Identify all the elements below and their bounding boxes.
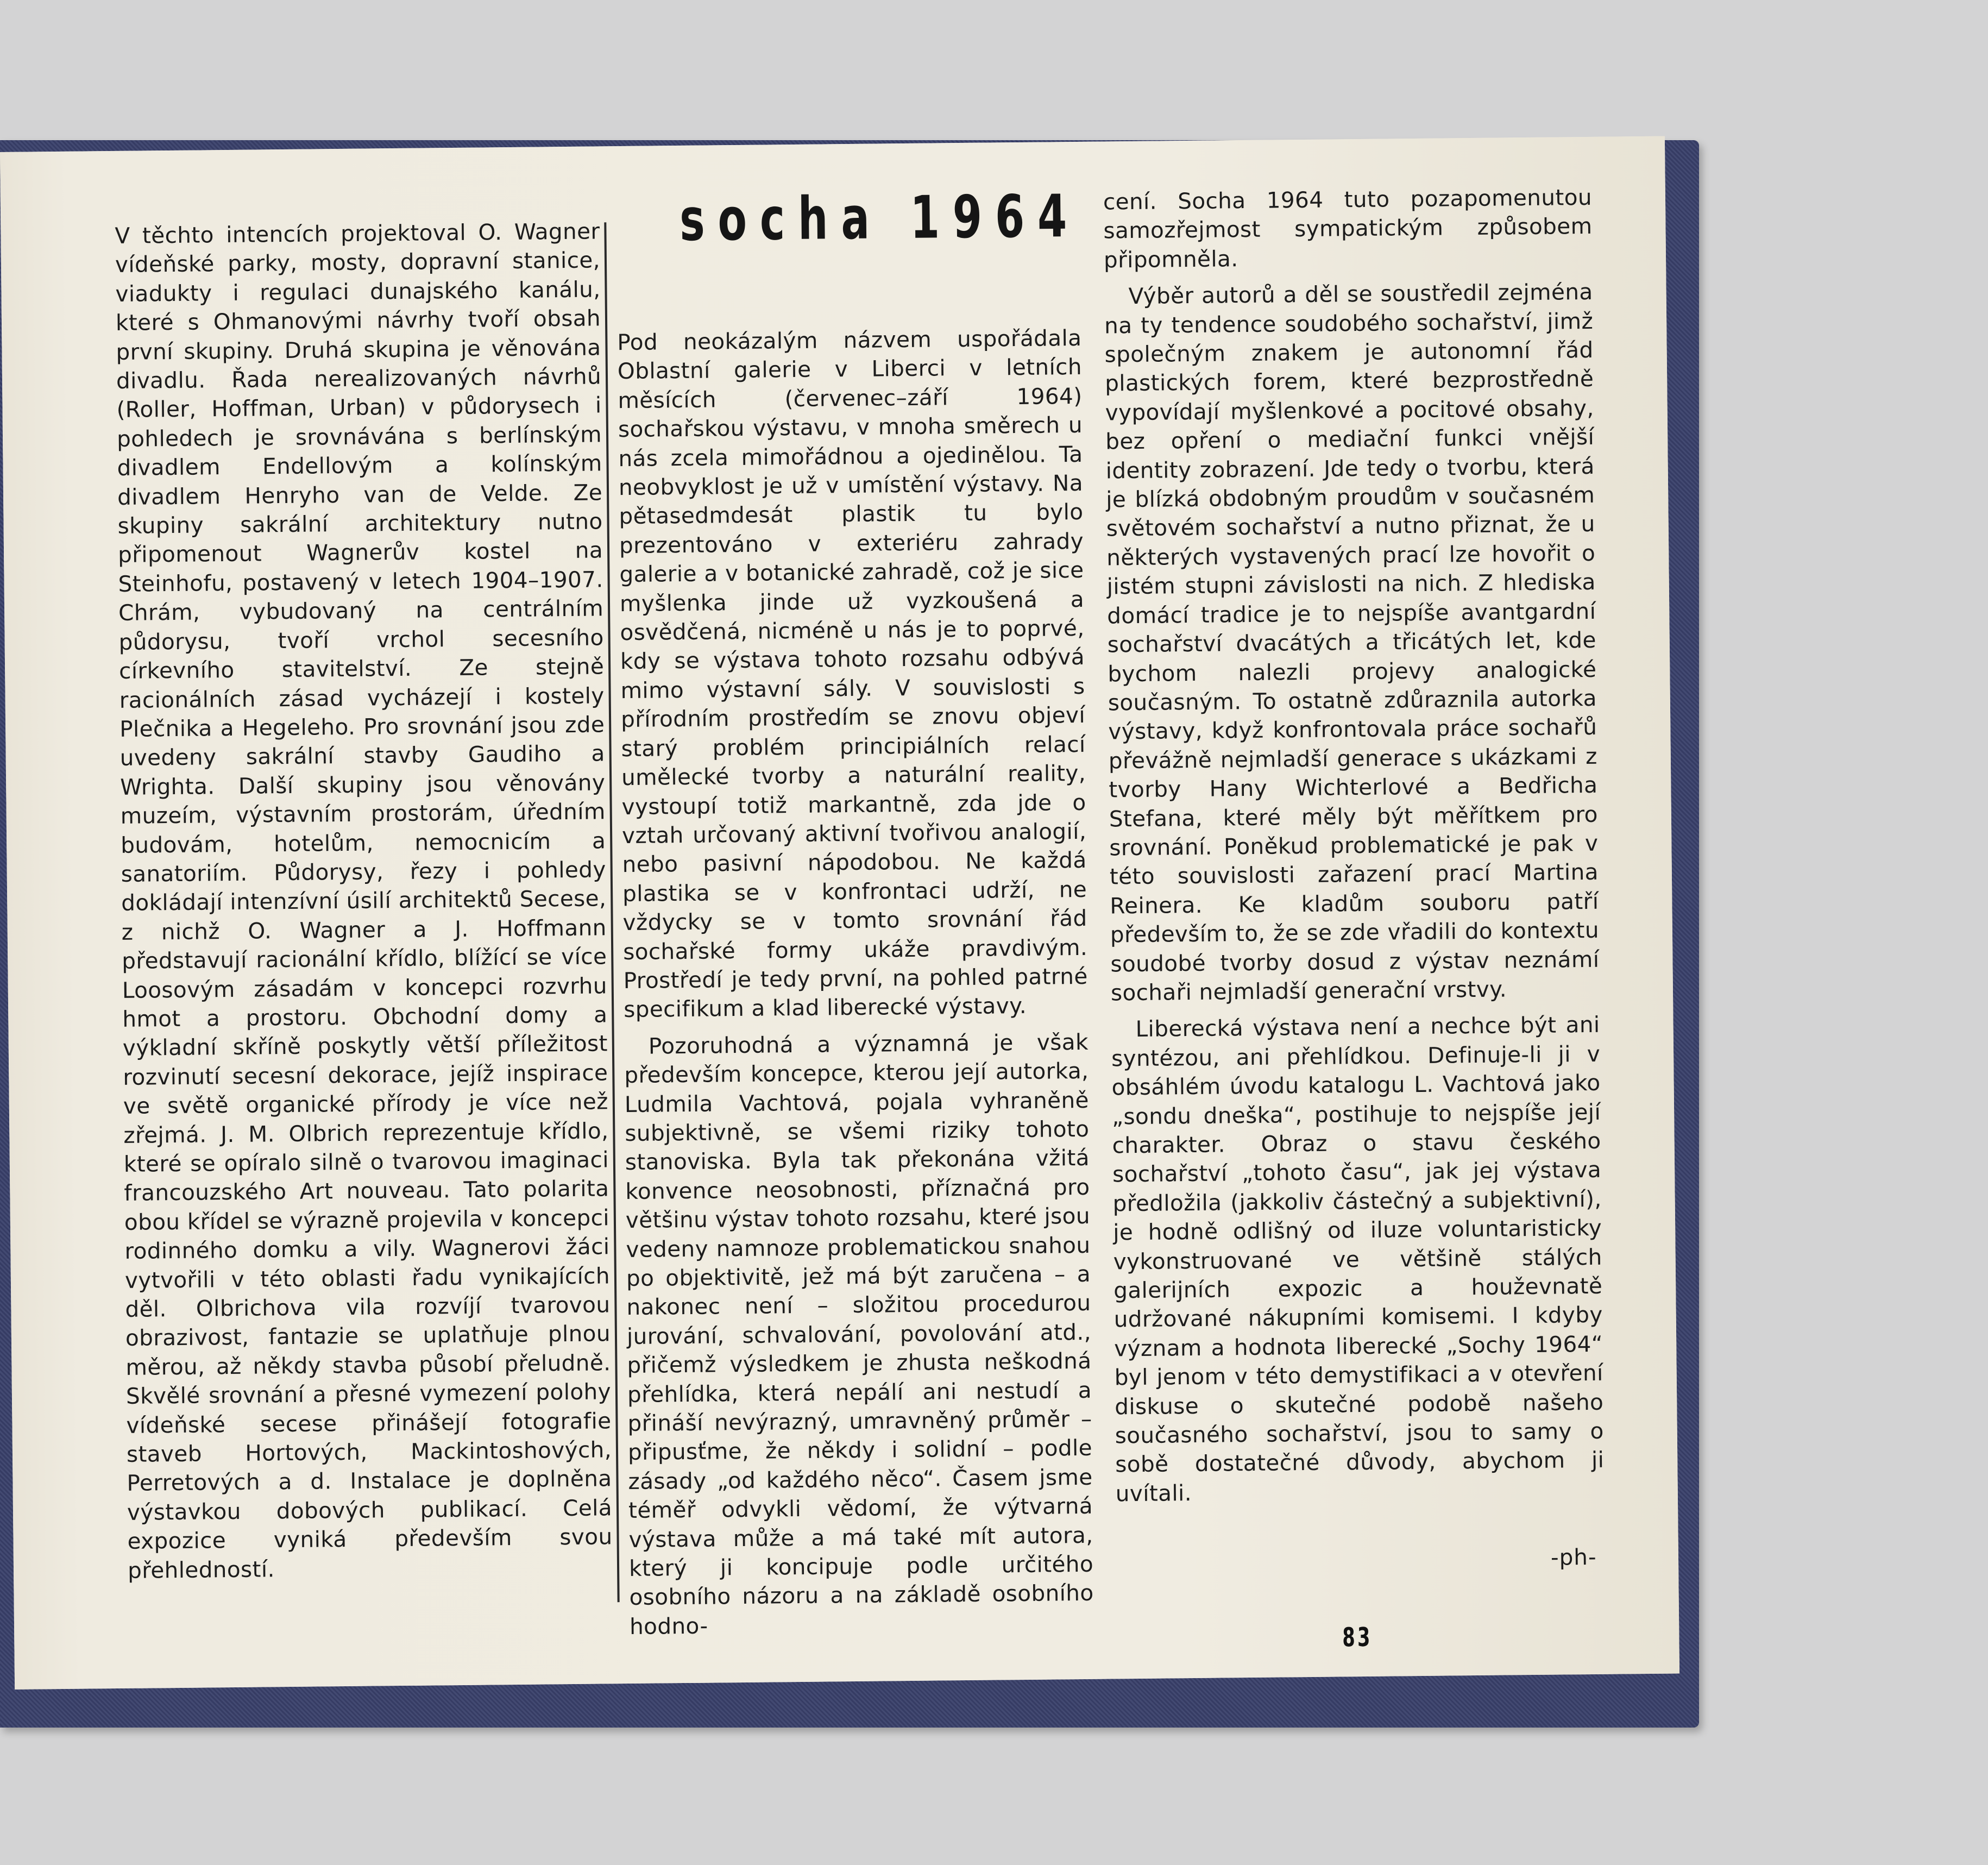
page-number: 83	[1342, 1622, 1373, 1653]
paragraph: cení. Socha 1964 tuto pozapomenutou samozřejmost sympatickým způsobem připomněla.	[1103, 184, 1593, 273]
book-page	[0, 136, 1679, 1690]
paragraph: Pod neokázalým názvem uspořádala Oblastní galerie v Liberci v letních měsících (červenec–září 1964) sochařskou výstavu, v mnoha směrech u nás zcela mimořádnou a ojedinělou. Ta neobvyklost je už v umístění výstavy. Na pětasedmdesát plastik tu bylo prezentováno v exteriéru zahrady galerie a v botanické zahradě, což je sice myšlenka jinde už vyzkoušená a osvědčená, nicméně u nás je to poprvé, kdy se výstava tohoto rozsahu odbývá mimo výstavní sály. V souvislosti s přírodním prostředím se znovu objeví starý problém principiálních relací umělecké tvorby a naturální reality, vystoupí totiž markantně, zda jde o vztah určovaný aktivní tvořivou analogií, nebo pasivní nápodobou. Ne každá plastika se v konfrontaci udrží, ne vždycky se v tomto srovnání řád sochařské formy ukáže pravdivým. Prostředí je tedy první, na pohled patrné specifikum a klad liberecké výstavy.	[617, 324, 1088, 1023]
author-signature: -ph-	[1550, 1543, 1597, 1571]
text-column-left	[115, 217, 613, 1585]
text-column-right	[1103, 183, 1605, 1509]
paragraph: Výběr autorů a děl se soustředil zejména na ty tendence soudobého sochařství, jimž společným znakem je autonomní řád plastických forem, které bezprostředně vypovídají myšlenkové a pocitové obsahy, bez opření o mediační funkci vnější identity zobrazení. Jde tedy o tvorbu, která je blízká obdobným proudům v současném světovém sochařství a nutno přiznat, že u některých vystavených prací lze hovořit o jistém stupni závislosti na nich. Z hlediska domácí tradice je to nejspíše avantgardní sochařství dvacátých a třicátých let, kde bychom nalezli projevy analogické současným. To ostatně zdůraznila autorka výstavy, když konfrontovala práce sochařů převážně nejmladší generace s ukázkami z tvorby Hany Wichterlové a Bedřicha Stefana, které měly být měřítkem pro srovnání. Poněkud problematické je pak v této souvislosti zařazení prací Martina Reinera. Ke kladům souboru patří především to, že se zde vřadili do kontextu soudobé tvorby dosud z výstav neznámí sochaři nejmladší generační vrstvy.	[1104, 279, 1600, 1006]
paragraph: Liberecká výstava není a nechce být ani syntézou, ani přehlídkou. Definuje-li ji v obsáhlém úvodu katalogu L. Vachtová jako „sondu dneška“, postihuje to nejspíše její charakter. Obraz o stavu českého sochařství „tohoto času“, jak jej výstava předložila (jakkoliv částečný a subjektivní), je hodně odlišný od iluze voluntaristicky vykonstruované ve většině stálých galerijních expozic a houževnatě udržované nákupními komisemi. I kdyby význam a hodnota liberecké „Sochy 1964“ byl jenom v této demystifikaci a v otevření diskuse o skutečné podobě našeho současného sochařství, jsou to samy o sobě dostatečné důvody, abychom ji uvítali.	[1111, 1012, 1605, 1507]
paragraph: V těchto intencích projektoval O. Wagner vídeňské parky, mosty, dopravní stanice, viadukty i regulaci dunajského kanálu, které s Ohmanovými návrhy tvoří obsah první skupiny. Druhá skupina je věnována divadlu. Řada nerealizovaných návrhů (Roller, Hoffman, Urban) v půdorysech i pohledech je srovnávána s berlínským divadlem Endellovým a kolínským divadlem Henryho van de Velde. Ze skupiny sakrální architektury nutno připomenout Wagnerův kostel na Steinhofu, postavený v letech 1904–1907. Chrám, vybudovaný na centrálním půdorysu, tvoří vrchol secesního církevního stavitelství. Ze stejně racionálních zásad vycházejí i kostely Plečnika a Hegeleho. Pro srovnání jsou zde uvedeny sakrální stavby Gaudiho a Wrighta. Další skupiny jsou věnovány muzeím, výstavním prostorám, úředním budovám, hotelům, nemocnicím a sanatoriím. Půdorysy, řezy i pohledy dokládají intenzívní úsilí architektů Secese, z nichž O. Wagner a J. Hoffmann představují racionální křídlo, blížící se více Loosovým zásadám v koncepci rozvrhu hmot a prostoru. Obchodní domy a výkladní skříně poskytly větší příležitost rozvinutí secesní dekorace, jejíž inspirace ve světě organické přírody je více než zřejmá. J. M. Olbrich reprezentuje křídlo, které se opíralo silně o tvarovou imaginaci francouzského Art nouveau. Tato polarita obou křídel se výrazně projevila v koncepci rodinného domku a vily. Wagnerovi žáci vytvořili v této oblasti řadu vynikajících děl. Olbrichova vila rozvíjí tvarovou obrazivost, fantazie se uplatňuje plnou měrou, až někdy stavba působí přeludně. Skvělé srovnání a přesné vymezení polohy vídeňské secese přinášejí fotografie staveb Hortových, Mackintoshových, Perretových a d. Instalace je doplněna výstavkou dobových publikací. Celá expozice vyniká především svou přehledností.	[115, 218, 613, 1584]
article-title: socha 1964	[679, 182, 1080, 254]
paragraph: Pozoruhodná a významná je však především koncepce, kterou její autorka, Ludmila Vachtová, pojala vyhraněně subjektivně, se všemi riziky tohoto stanoviska. Byla tak překonána vžitá konvence neosobnosti, příznačná pro většinu výstav tohoto rozsahu, které jsou vedeny namnoze problematickou snahou po objektivitě, jež má být zaručena – a nakonec není – složitou procedurou jurování, schvalování, povolování atd., přičemž výsledkem je zhusta neškodná přehlídka, která nepálí ani nestudí a přináší nevýrazný, umravněný průměr – připusťme, že někdy i solidní – podle zásady „od každého něco“. Časem jsme téměř odvykli vědomí, že výtvarná výstava může a má také mít autora, který ji koncipuje podle určitého osobního názoru a na základě osobního hodno-	[624, 1028, 1094, 1640]
text-column-middle	[617, 324, 1094, 1641]
